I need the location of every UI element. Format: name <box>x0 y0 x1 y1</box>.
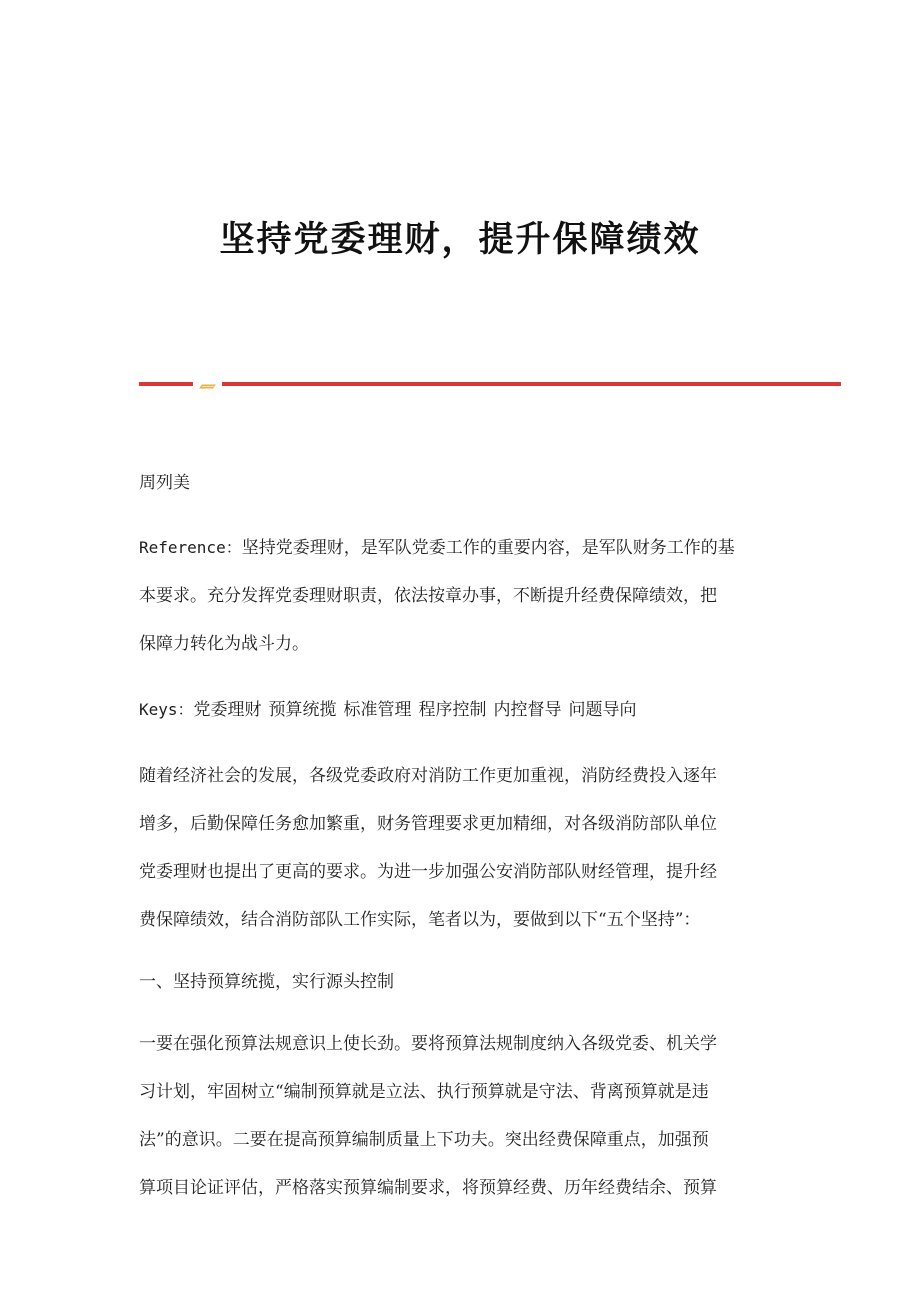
abstract <box>139 524 789 668</box>
paragraph-line: 增多，后勤保障任务愈加繁重，财务管理要求更加精细，对各级消防部队单位 <box>139 814 717 834</box>
keyword: 内控督导 <box>493 700 562 720</box>
keyword: 党委理财 <box>193 700 262 720</box>
abstract-text: 坚持党委理财，是军队党委工作的重要内容，是军队财务工作的基 <box>241 538 735 558</box>
abstract-label: Reference： <box>139 538 242 557</box>
title-divider <box>139 379 841 391</box>
body-paragraph <box>139 752 789 944</box>
keyword: 问题导向 <box>568 700 637 720</box>
keyword: 程序控制 <box>418 700 487 720</box>
paragraph-line: 算项目论证评估，严格落实预算编制要求，将预算经费、历年经费结余、预算 <box>139 1178 717 1198</box>
paragraph-line: 习计划，牢固树立“编制预算就是立法、执行预算就是守法、背离预算就是违 <box>139 1082 709 1102</box>
paragraph-line: 法”的意识。二要在提高预算编制质量上下功夫。突出经费保障重点，加强预 <box>139 1130 709 1150</box>
keyword: 标准管理 <box>343 700 412 720</box>
divider-left-segment <box>139 382 193 386</box>
body-paragraph <box>139 1020 789 1212</box>
keywords-label: Keys： <box>139 700 194 719</box>
keyword: 预算统揽 <box>268 700 337 720</box>
document-body <box>139 467 789 1212</box>
paragraph-line: 随着经济社会的发展，各级党委政府对消防工作更加重视，消防经费投入逐年 <box>139 766 717 786</box>
author-name: 周列美 <box>139 473 190 493</box>
paragraph-line: 费保障绩效，结合消防部队工作实际，笔者以为，要做到以下“五个坚持”： <box>139 910 701 930</box>
paragraph-line: 一要在强化预算法规意识上使长劲。要将预算法规制度纳入各级党委、机关学 <box>139 1034 717 1054</box>
abstract-line: 本要求。充分发挥党委理财职责，依法按章办事，不断提升经费保障绩效，把 <box>139 586 717 606</box>
section-heading: 一、坚持预算统揽，实行源头控制 <box>139 972 394 992</box>
abstract-line <box>139 524 789 572</box>
document-title: 坚持党委理财，提升保障绩效 <box>219 219 701 260</box>
divider-right-segment <box>222 382 841 386</box>
keywords <box>139 694 789 726</box>
divider-ornament-icon <box>198 383 217 390</box>
paragraph-line: 党委理财也提出了更高的要求。为进一步加强公安消防部队财经管理，提升经 <box>139 862 717 882</box>
abstract-line: 保障力转化为战斗力。 <box>139 634 309 654</box>
